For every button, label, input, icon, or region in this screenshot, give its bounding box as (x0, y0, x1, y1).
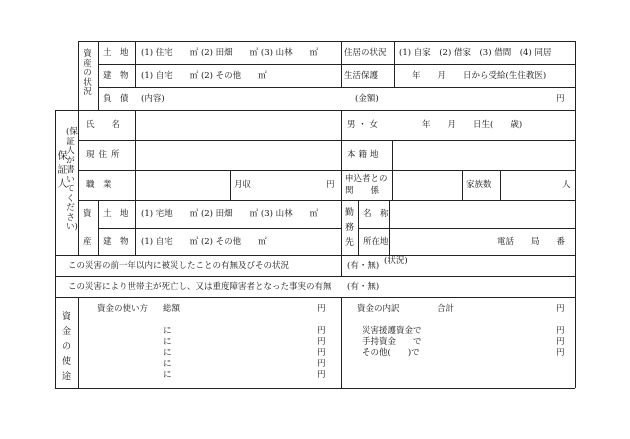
rule (55, 255, 575, 256)
g-assets-label-2: 産 (83, 237, 92, 247)
rule (135, 110, 136, 255)
work-addr-label: 所在地 (363, 237, 389, 247)
rule (78, 41, 79, 255)
land-label: 土 地 (103, 48, 129, 58)
residence-options: (1) 自家 (2) 借家 (3) 借間 (4) 同居 (399, 48, 552, 58)
breakdown-row-yen: 円 (556, 348, 565, 358)
g-building-label: 建 物 (103, 237, 129, 247)
breakdown-row-yen: 円 (556, 326, 565, 336)
total-header: 総額 (163, 304, 181, 314)
sex-label: 男 ・ 女 (347, 120, 378, 130)
total-unit: 円 (317, 304, 326, 314)
rule (462, 170, 463, 200)
rule (341, 41, 342, 87)
rule (135, 41, 136, 87)
disaster-q2: この災害により世帯主が死亡し、又は重度障害者となった事実の有無 (68, 282, 332, 292)
usage-row: に (163, 337, 172, 347)
sum-header: 合計 (437, 304, 455, 314)
domicile-label: 本籍地 (347, 150, 382, 160)
disaster-q1-answer: (有・無) (347, 261, 380, 271)
rule (55, 297, 575, 298)
debt-content: (内容) (141, 94, 165, 104)
rule (358, 228, 575, 229)
welfare-value: 年 月 日から受給(生住教医) (412, 71, 547, 81)
rule (98, 64, 575, 65)
debt-unit: 円 (556, 94, 565, 104)
rule (389, 200, 390, 255)
land-options: (1) 住宅 ㎡ (2) 田畑 ㎡ (3) 山林 ㎡ (141, 48, 319, 58)
breakdown-row-yen: 円 (556, 337, 565, 347)
usage-row: に (163, 359, 172, 369)
rule (358, 200, 359, 255)
rule (394, 41, 395, 87)
usage-row: に (163, 348, 172, 358)
guarantor-note: (保証人が書いてください) (66, 127, 78, 232)
sum-unit: 円 (556, 304, 565, 314)
g-land-label: 土 地 (103, 209, 129, 219)
g-land-options: (1) 宅地 ㎡ (2) 田畑 ㎡ (3) 山林 ㎡ (141, 209, 319, 219)
usage-row: に (163, 326, 172, 336)
usage-header: 資金の使い方 (97, 304, 149, 314)
breakdown-row: その他( )で (362, 348, 420, 358)
rule (78, 140, 575, 141)
phone-label: 電話 局 番 (497, 237, 566, 247)
disaster-q1: この災害の前一年以内に被災したことの有無及びその状況 (68, 261, 290, 271)
breakdown-header: 資金の内訳 (357, 304, 400, 314)
guarantor-title: 保証人 (57, 151, 68, 190)
rule (78, 200, 575, 201)
usage-row: に (163, 370, 172, 380)
rule (98, 200, 99, 255)
rule (55, 110, 575, 111)
address-label: 現住所 (86, 150, 124, 160)
rule (341, 110, 342, 276)
residence-label: 住居の状況 (344, 48, 387, 58)
rule (78, 41, 575, 42)
disaster-q2-answer: (有・無) (347, 282, 380, 292)
building-label: 建 物 (103, 71, 129, 81)
rule (575, 41, 576, 388)
rule (230, 170, 231, 200)
rule (341, 297, 342, 388)
rule (55, 110, 56, 388)
family-label: 家族数 (466, 180, 492, 190)
welfare-label: 生活保護 (344, 71, 379, 81)
relation-label-1: 申込者との (345, 174, 388, 184)
disaster-q1-status: (状況) (384, 256, 408, 266)
usage-row-yen: 円 (317, 326, 326, 336)
usage-row-yen: 円 (317, 370, 326, 380)
rule (55, 388, 575, 389)
funds-title: 資金の使途 (61, 312, 71, 382)
name-label: 氏 名 (86, 120, 121, 130)
rule (55, 276, 575, 277)
income-label: 月収 (234, 180, 252, 190)
rule (500, 170, 501, 200)
building-options: (1) 自宅 ㎡ (2) その他 ㎡ (141, 71, 267, 81)
rule (98, 41, 99, 110)
rule (78, 297, 79, 388)
birth-value: 年 月 日生( 歳) (422, 120, 523, 130)
income-unit: 円 (326, 180, 335, 190)
assets-title: 資産の状況 (83, 49, 92, 97)
family-unit: 人 (562, 180, 571, 190)
usage-row-yen: 円 (317, 359, 326, 369)
relation-label-2: 関 係 (345, 186, 380, 196)
rule (98, 87, 575, 88)
breakdown-row: 災害援護資金で (362, 326, 422, 336)
debt-amount: (金額) (355, 94, 379, 104)
work-name-label: 名 称 (363, 209, 389, 219)
debt-label: 負 債 (103, 94, 129, 104)
breakdown-row: 手持資金 で (362, 337, 422, 347)
work-label: 勤務先 (344, 208, 354, 248)
usage-row-yen: 円 (317, 348, 326, 358)
g-building-options: (1) 自宅 ㎡ (2) その他 ㎡ (141, 237, 267, 247)
rule (392, 140, 393, 200)
g-assets-label-1: 資 (83, 209, 92, 219)
occupation-label: 職 業 (86, 180, 112, 190)
usage-row-yen: 円 (317, 337, 326, 347)
